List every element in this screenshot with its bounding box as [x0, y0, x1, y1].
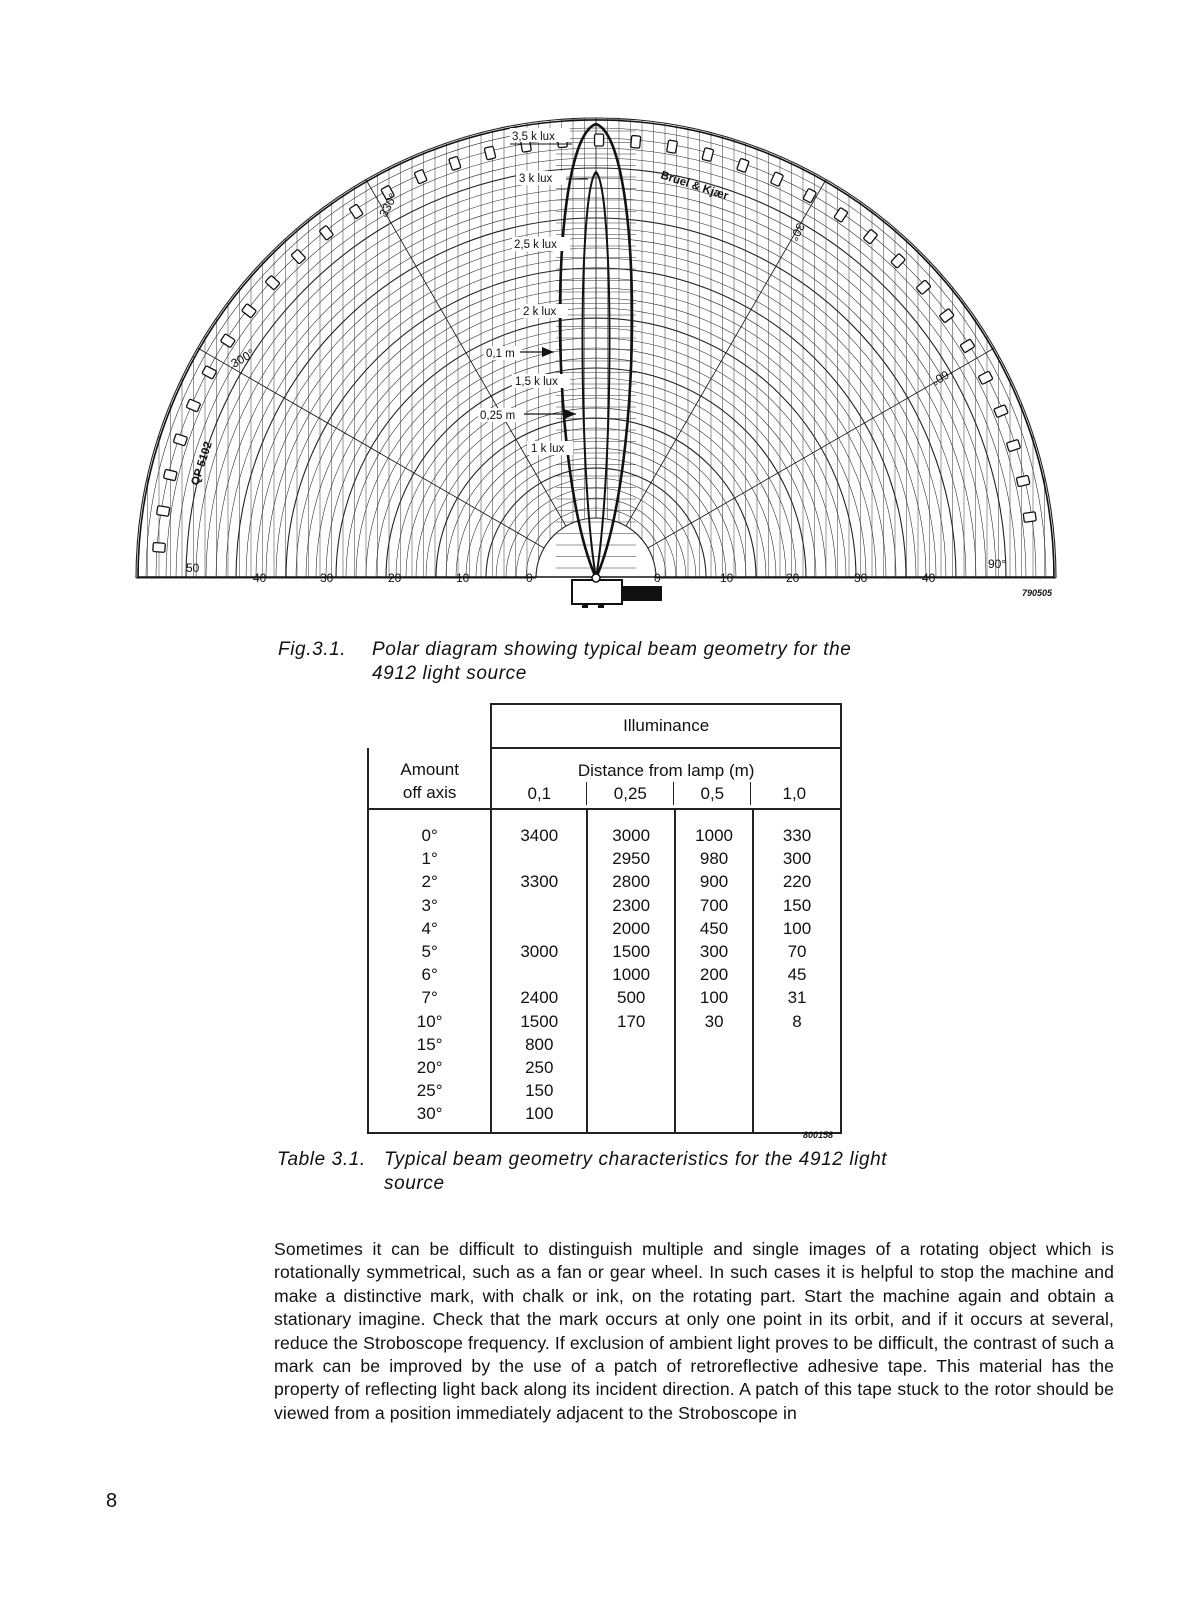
- sprocket-hole: [595, 134, 604, 146]
- value-cell: 3400: [491, 809, 587, 847]
- sprocket-hole: [834, 207, 848, 222]
- table-row: [368, 940, 841, 963]
- angle-30-label: 30°: [786, 220, 808, 244]
- value-cell: 8: [753, 1010, 841, 1033]
- value-cell: 1000: [675, 809, 753, 847]
- value-cell: 2300: [587, 894, 675, 917]
- value-cell: 30: [675, 1010, 753, 1033]
- value-cell: 3000: [587, 809, 675, 847]
- sprocket-hole: [631, 135, 641, 148]
- figure-code: 790505: [1022, 588, 1053, 598]
- scale-label: 0: [526, 571, 533, 585]
- table-row: [368, 847, 841, 870]
- value-cell: 450: [675, 917, 753, 940]
- figure-caption-line2: 4912 light source: [372, 663, 527, 684]
- value-cell: 45: [753, 963, 841, 986]
- label-1-5-klux: 1,5 k lux: [515, 376, 558, 388]
- polar-grid: [136, 118, 1056, 578]
- label-0-25m: 0,25 m: [480, 410, 516, 422]
- sprocket-hole: [770, 172, 783, 187]
- label-3-klux: 3 k lux: [519, 173, 553, 185]
- angle-cell: 0°: [368, 809, 491, 847]
- table-caption-line2: source: [384, 1173, 445, 1194]
- value-cell: 31: [753, 986, 841, 1009]
- row-header-line2: off axis: [402, 783, 457, 802]
- label-2-klux: 2 k lux: [523, 306, 557, 318]
- value-cell: 2950: [587, 847, 675, 870]
- sprocket-hole: [163, 469, 177, 481]
- sprocket-hole: [153, 543, 166, 553]
- angle-cell: 6°: [368, 963, 491, 986]
- angle-cell: 10°: [368, 1010, 491, 1033]
- sprocket-hole: [994, 405, 1009, 418]
- sprocket-hole: [667, 140, 678, 153]
- value-cell: 70: [753, 940, 841, 963]
- value-cell: 3000: [491, 940, 587, 963]
- subheader: Distance from lamp (m): [577, 761, 755, 780]
- scale-label: 40: [922, 571, 936, 585]
- column-header: 1,0: [750, 782, 837, 805]
- value-cell: [587, 1102, 675, 1132]
- value-cell: 220: [753, 870, 841, 893]
- value-cell: 300: [753, 847, 841, 870]
- angle-90-label: 90°: [988, 557, 1007, 571]
- value-cell: 2400: [491, 986, 587, 1009]
- column-header: 0,25: [586, 782, 673, 805]
- brand-label: Brüel & Kjær: [659, 169, 730, 203]
- value-cell: 100: [675, 986, 753, 1009]
- angle-60-label: 60°: [928, 367, 952, 389]
- table-row: [368, 986, 841, 1009]
- label-0-1m: 0,1 m: [486, 348, 515, 360]
- column-header: 0,1: [527, 784, 552, 803]
- table-row: [368, 963, 841, 986]
- scale-label: 40: [253, 571, 267, 585]
- table-caption: [277, 1148, 977, 1198]
- value-cell: [675, 1079, 753, 1102]
- angle-cell: 7°: [368, 986, 491, 1009]
- row-header: [368, 748, 491, 809]
- page-number: 8: [106, 1490, 118, 1512]
- sprocket-hole: [1023, 512, 1036, 523]
- value-cell: 2800: [587, 870, 675, 893]
- angle-cell: 3°: [368, 894, 491, 917]
- sprocket-hole: [863, 229, 878, 244]
- angle-cell: 30°: [368, 1102, 491, 1132]
- angle-cell: 20°: [368, 1056, 491, 1079]
- group-header: Illuminance: [491, 704, 841, 748]
- range-ring: [536, 518, 656, 578]
- value-cell: 150: [753, 894, 841, 917]
- value-cell: [587, 1079, 675, 1102]
- value-cell: 3300: [491, 870, 587, 893]
- sprocket-hole: [737, 158, 750, 172]
- value-cell: 170: [587, 1010, 675, 1033]
- polar-diagram: [0, 0, 1204, 640]
- label-3-5-klux: 3,5 k lux: [512, 131, 555, 143]
- value-cell: 100: [491, 1102, 587, 1132]
- value-cell: 900: [675, 870, 753, 893]
- angle-cell: 1°: [368, 847, 491, 870]
- table-body: [368, 809, 841, 1133]
- scale-label: 10: [720, 571, 734, 585]
- table-row: [368, 1056, 841, 1079]
- scale-label: 20: [786, 571, 800, 585]
- sprocket-hole: [414, 169, 427, 184]
- angle-300-label: 300°: [228, 346, 258, 371]
- label-1-klux: 1 k lux: [531, 443, 565, 455]
- sprocket-hole: [157, 506, 170, 517]
- value-cell: 150: [491, 1079, 587, 1102]
- scale-label: 0: [654, 571, 661, 585]
- sprocket-hole: [484, 146, 496, 160]
- angle-cell: 15°: [368, 1033, 491, 1056]
- value-cell: [675, 1033, 753, 1056]
- table-caption-line1: Typical beam geometry characteristics for the 4912 light: [384, 1149, 888, 1170]
- angle-cell: 4°: [368, 917, 491, 940]
- angle-cell: 25°: [368, 1079, 491, 1102]
- scale-label: 30: [854, 571, 868, 585]
- value-cell: [753, 1102, 841, 1132]
- value-cell: 250: [491, 1056, 587, 1079]
- scale-label: 30: [320, 571, 334, 585]
- value-cell: 1000: [587, 963, 675, 986]
- table-row: [368, 809, 841, 847]
- value-cell: [491, 894, 587, 917]
- table-row: [368, 917, 841, 940]
- sprocket-hole: [916, 280, 931, 295]
- value-cell: [587, 1033, 675, 1056]
- value-cell: 300: [675, 940, 753, 963]
- sprocket-hole: [291, 249, 306, 264]
- angle-330-label: 330°: [376, 190, 401, 220]
- table-row: [368, 870, 841, 893]
- figure-caption-line1: Polar diagram showing typical beam geometry for the: [372, 639, 852, 660]
- sprocket-hole: [939, 308, 954, 322]
- value-cell: [491, 847, 587, 870]
- angle-cell: 5°: [368, 940, 491, 963]
- table-row: [368, 1010, 841, 1033]
- sprocket-hole: [702, 148, 714, 162]
- table-row: [368, 1033, 841, 1056]
- sprocket-hole: [978, 371, 993, 384]
- sprocket-hole: [449, 156, 461, 170]
- sprocket-hole: [186, 399, 201, 412]
- label-2-5-klux: 2,5 k lux: [514, 239, 557, 251]
- row-header-line1: Amount: [400, 760, 459, 779]
- value-cell: [491, 963, 587, 986]
- figure-caption-number: Fig.3.1.: [278, 639, 347, 660]
- value-cell: 500: [587, 986, 675, 1009]
- value-cell: 1500: [587, 940, 675, 963]
- value-cell: 2000: [587, 917, 675, 940]
- table-caption-number: Table 3.1.: [277, 1149, 366, 1170]
- value-cell: 980: [675, 847, 753, 870]
- table-row: [368, 1079, 841, 1102]
- scale-label: 50: [186, 561, 200, 575]
- value-cell: [753, 1079, 841, 1102]
- sprocket-hole: [241, 304, 256, 318]
- value-cell: 700: [675, 894, 753, 917]
- value-cell: [753, 1056, 841, 1079]
- scale-label: 20: [388, 571, 402, 585]
- table-row: [368, 1102, 841, 1132]
- beam-table: [367, 703, 842, 1134]
- value-cell: 1500: [491, 1010, 587, 1033]
- sprocket-hole: [1016, 475, 1030, 486]
- sprocket-hole: [265, 275, 280, 290]
- scale-label: 10: [456, 571, 470, 585]
- lamp-icon: [572, 574, 662, 608]
- value-cell: 200: [675, 963, 753, 986]
- value-cell: [675, 1102, 753, 1132]
- value-cell: [491, 917, 587, 940]
- value-cell: [675, 1056, 753, 1079]
- table-row: [368, 894, 841, 917]
- value-cell: 100: [753, 917, 841, 940]
- body-paragraph: Sometimes it can be difficult to distinguish multiple and single images of a rotating object which is rotationally symmetrical, such as a fan or gear wheel. In such cases it is helpful to stop the machine and make a distinctive mark, with chalk or ink, on the rotating part. Start the machine again and obtain a stationary imagine. Check that the mark occurs at only one point in its orbit, and if it occurs at several, reduce the Stroboscope frequency. If exclusion of ambient light proves to be difficult, the contrast of such a mark can be improved by the use of a patch of retroreflective adhesive tape. This material has the property of reflecting light back along its incident direction. A patch of this tape stuck to the rotor should be viewed from a position immediately adjacent to the Stroboscope in: [274, 1239, 1114, 1423]
- sprocket-hole: [891, 253, 906, 268]
- value-cell: 800: [491, 1033, 587, 1056]
- sprocket-hole: [1006, 439, 1020, 451]
- sprocket-hole: [202, 366, 217, 380]
- column-header: 0,5: [673, 782, 750, 805]
- table-code: 800158: [803, 1130, 834, 1140]
- value-cell: 330: [753, 809, 841, 847]
- sprocket-hole: [173, 434, 187, 446]
- scale-labels: [186, 561, 936, 585]
- figure-caption: [278, 638, 978, 688]
- value-cell: [753, 1033, 841, 1056]
- value-cell: [587, 1056, 675, 1079]
- paper-code-label: QP 5102: [189, 440, 215, 487]
- angle-cell: 2°: [368, 870, 491, 893]
